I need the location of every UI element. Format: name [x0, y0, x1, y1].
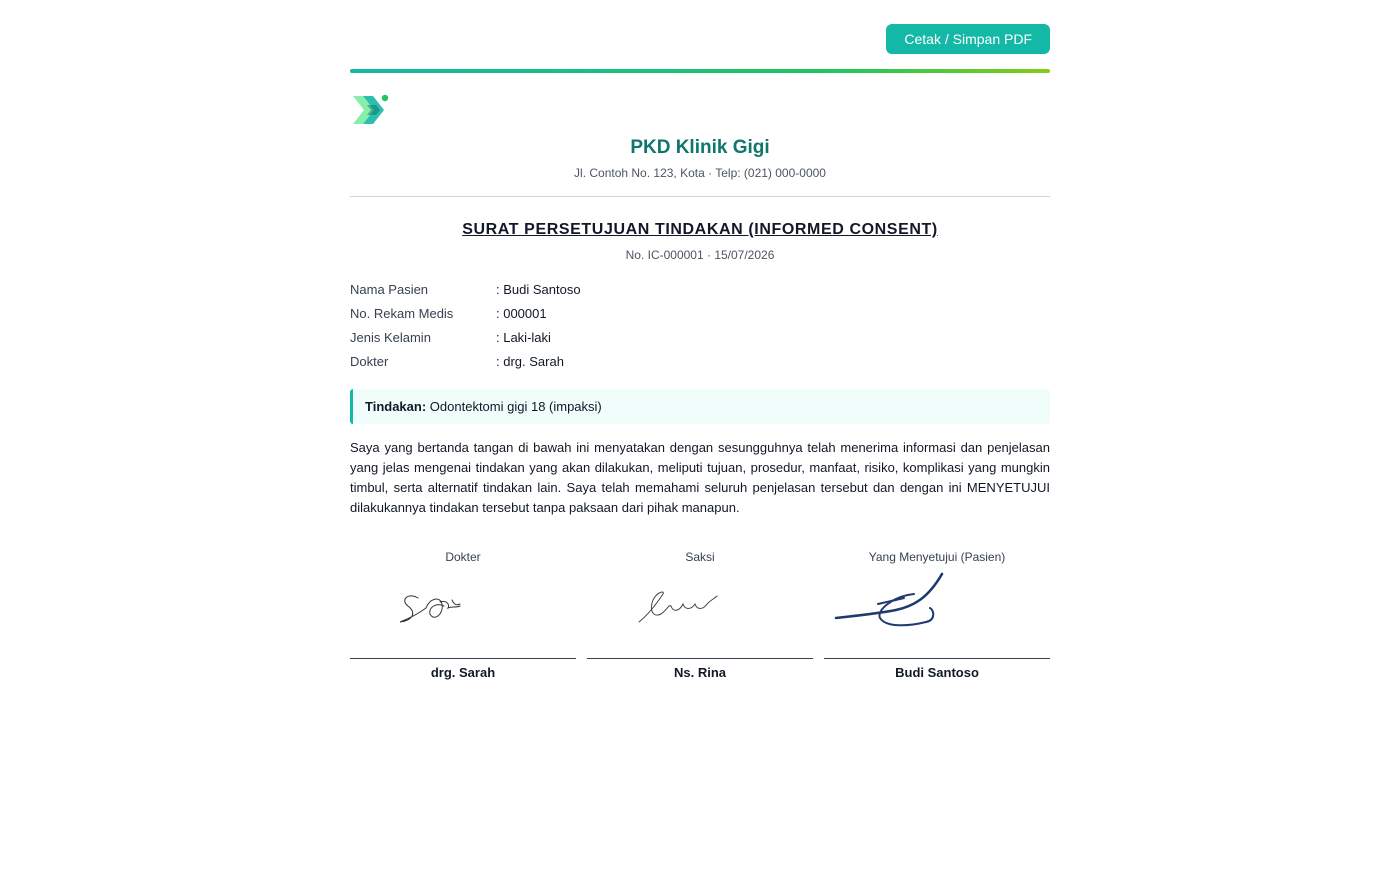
signature-role: Yang Menyetujui (Pasien): [868, 550, 1006, 564]
print-save-pdf-button[interactable]: Cetak / Simpan PDF: [886, 24, 1050, 54]
signature-line: [824, 658, 1050, 659]
document-title: SURAT PERSETUJUAN TINDAKAN (INFORMED CONSENT): [462, 221, 938, 238]
patient-info: [350, 282, 1050, 378]
signature-role: Saksi: [685, 550, 715, 564]
consent-statement: Saya yang bertanda tangan di bawah ini menyatakan dengan sesungguhnya telah menerima informasi dan penjelasan yang jelas mengenai tindakan yang akan dilakukan, meliputi tujuan, prosedur, manfaat, risiko, komplikasi yang mungkin timbul, serta alternatif tindakan lain. Saya telah memahami seluruh penjelasan tersebut dan dengan ini MENYETUJUI dilakukannya tindakan tersebut tanpa paksaan dari pihak manapun.: [350, 440, 1050, 515]
doctor-signature-image: [350, 570, 576, 658]
signature-doctor: [350, 550, 576, 680]
procedure-label: Tindakan:: [365, 399, 427, 414]
info-value: : Laki-laki: [496, 330, 551, 345]
signature-patient: [824, 550, 1050, 680]
signature-section: [350, 550, 1050, 680]
info-row-patient-name: [350, 282, 1050, 306]
info-label: Jenis Kelamin: [350, 330, 431, 345]
procedure-box: [350, 389, 1050, 424]
patient-signature-image: [824, 570, 1050, 658]
consent-document: [350, 0, 1050, 680]
info-row-doctor: [350, 354, 1050, 378]
info-value: : drg. Sarah: [496, 354, 564, 369]
info-label: Nama Pasien: [350, 282, 429, 297]
header-accent-bar: [350, 69, 1050, 73]
clinic-name: PKD Klinik Gigi: [630, 137, 770, 158]
header-divider: [350, 196, 1050, 197]
signature-line: [350, 658, 576, 659]
procedure-value: Odontektomi gigi 18 (impaksi): [429, 399, 602, 414]
clinic-logo-icon: [350, 93, 390, 129]
signature-role: Dokter: [445, 550, 481, 564]
info-row-gender: [350, 330, 1050, 354]
info-label: No. Rekam Medis: [350, 306, 454, 321]
info-row-medical-record: [350, 306, 1050, 330]
toolbar: [350, 0, 1050, 69]
info-value: : Budi Santoso: [496, 282, 581, 297]
witness-signature-image: [587, 570, 813, 658]
document-number: No. IC-000001 · 15/07/2026: [625, 248, 775, 262]
info-value: : 000001: [496, 306, 547, 321]
signature-line: [587, 658, 813, 659]
signature-name: Ns. Rina: [673, 665, 726, 680]
info-label: Dokter: [350, 354, 389, 369]
signature-name: drg. Sarah: [430, 665, 496, 680]
signature-witness: [587, 550, 813, 680]
signature-name: Budi Santoso: [895, 665, 979, 680]
clinic-address: Jl. Contoh No. 123, Kota · Telp: (021) 000-0000: [574, 166, 826, 180]
